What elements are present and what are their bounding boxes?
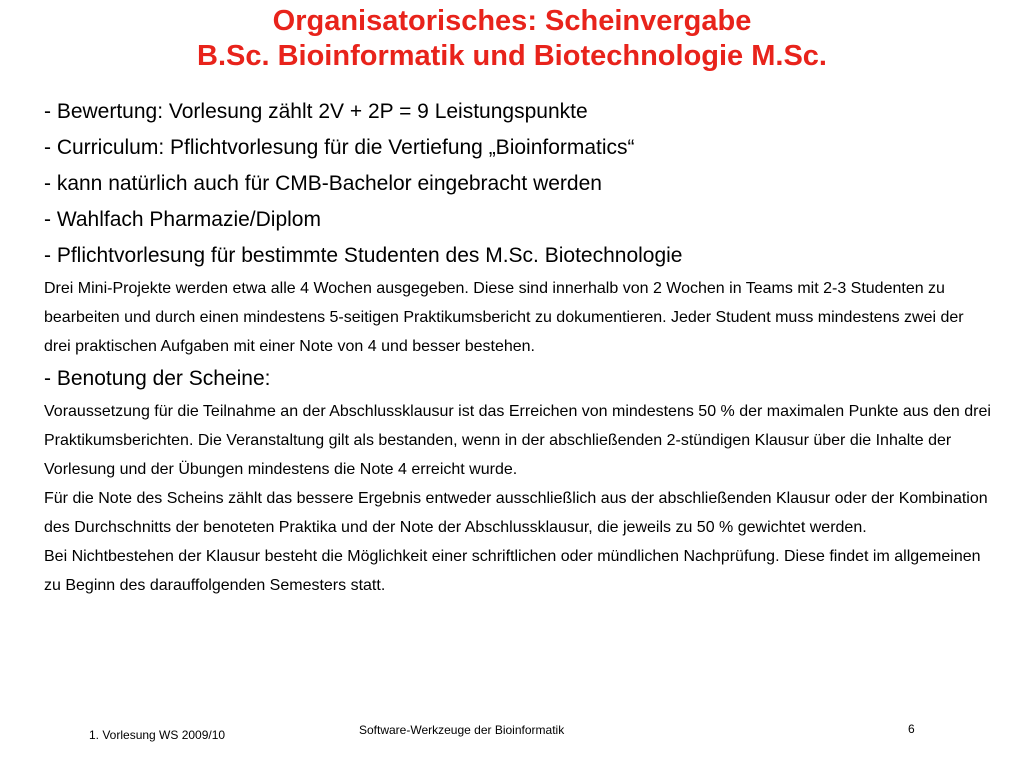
bullet-curriculum: - Curriculum: Pflichtvorlesung für die Vertiefung „Bioinformatics“ (44, 136, 635, 159)
projects-paragraph: Drei Mini-Projekte werden etwa alle 4 Wochen ausgegeben. Diese sind innerhalb von 2 Wochen in Teams mit 2-3 Studenten zu bearbeiten und durch einen mindestens 5-seitigen Praktikumsbericht zu dokumentieren. Jeder Student muss mindestens zwei der drei praktischen Aufgaben mit einer Note von 4 und besser bestehen. (44, 280, 964, 355)
bullet-pflichtvorlesung: - Pflichtvorlesung für bestimmte Studenten des M.Sc. Biotechnologie (44, 244, 683, 267)
slide-body (44, 94, 994, 600)
grading-paragraph-retake: Bei Nichtbestehen der Klausur besteht die Möglichkeit einer schriftlichen oder mündlichen Nachprüfung. Diese findet im allgemeinen zu Beginn des darauffolgenden Semesters statt. (44, 548, 981, 594)
bullet-bewertung: - Bewertung: Vorlesung zählt 2V + 2P = 9 Leistungspunkte (44, 100, 588, 123)
slide-title (0, 4, 1024, 74)
bullet-wahlfach: - Wahlfach Pharmazie/Diplom (44, 208, 321, 231)
footer-lecture: 1. Vorlesung WS 2009/10 (89, 728, 226, 742)
bullet-cmb-bachelor: - kann natürlich auch für CMB-Bachelor eingebracht werden (44, 172, 602, 195)
slide-title-line-2: B.Sc. Bioinformatik und Biotechnologie M.Sc. (197, 40, 827, 72)
slide-title-line-1: Organisatorisches: Scheinvergabe (272, 5, 752, 37)
grading-heading: - Benotung der Scheine: (44, 367, 271, 390)
footer-course-title: Software-Werkzeuge der Bioinformatik (359, 723, 565, 737)
grading-paragraph-grade: Für die Note des Scheins zählt das bessere Ergebnis entweder ausschließlich aus der abschließenden Klausur oder der Kombination des Durchschnitts der benoteten Praktika und der Note der Abschlussklausur, die jeweils zu 50 % gewichtet werden. (44, 490, 988, 536)
footer-page-number: 6 (908, 722, 915, 736)
grading-paragraph-requirements: Voraussetzung für die Teilnahme an der Abschlussklausur ist das Erreichen von mindestens 50 % der maximalen Punkte aus den drei Praktikumsberichten. Die Veranstaltung gilt als bestanden, wenn in der abschließenden 2-stündigen Klausur über die Inhalte der Vorlesung und der Übungen mindestens die Note 4 erreicht wurde. (44, 403, 991, 478)
